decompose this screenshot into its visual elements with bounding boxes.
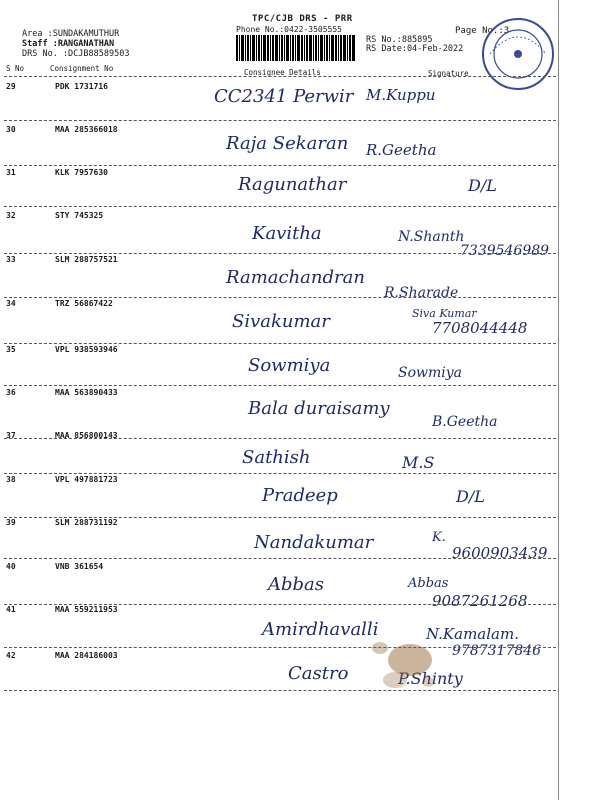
row-phone: 7708044448 <box>432 319 528 337</box>
row-consignment-no: PDK 1731716 <box>55 82 108 91</box>
row-consignee-name: Raja Sekaran <box>226 133 349 154</box>
rs-info <box>366 36 463 54</box>
row-consignee-name: Pradeep <box>262 485 338 506</box>
row-sno: 40 <box>6 562 16 571</box>
document-title: TPC/CJB DRS - PRR <box>252 14 353 24</box>
row-sno: 33 <box>6 255 16 264</box>
area-label: Area :SUNDAKAMUTHUR <box>22 29 120 39</box>
row-consignee-name: Sivakumar <box>232 311 330 332</box>
rs-date: RS Date:04-Feb-2022 <box>366 44 464 54</box>
row-consignee-name: Abbas <box>268 574 325 595</box>
row-phone: 7339546989 <box>460 243 550 259</box>
row-consignment-no: TRZ 56867422 <box>55 299 113 308</box>
row-signature: D/L <box>468 176 497 195</box>
column-header-signature: Signature <box>428 69 469 78</box>
page-number: Page No.:3 <box>455 26 510 36</box>
header-divider <box>4 76 556 77</box>
row-sno: 31 <box>6 168 16 177</box>
row-consignee-name: Ragunathar <box>238 174 347 195</box>
row-signature: N.Kamalam. <box>426 625 519 643</box>
row-consignee-name: Kavitha <box>252 223 322 244</box>
row-signature: B.Geetha <box>432 414 498 430</box>
row-consignment-no: VPL 938593946 <box>55 345 118 354</box>
header-left <box>22 29 129 59</box>
column-header-consignment: Consignment No <box>50 64 114 73</box>
row-sno: 37 <box>6 431 16 440</box>
row-consignment-no: SLM 288757521 <box>55 255 118 264</box>
row-consignment-no: MAA 284186003 <box>55 651 118 660</box>
row-signature: D/L <box>456 487 485 506</box>
row-divider <box>4 558 556 559</box>
row-divider <box>4 473 556 474</box>
column-header-details: Consignee Details <box>244 68 321 77</box>
row-consignment-no: STY 745325 <box>55 211 104 220</box>
barcode <box>236 35 356 61</box>
row-consignee-name: Ramachandran <box>226 267 365 288</box>
row-signature: K. <box>432 530 446 545</box>
row-signature: M.S <box>402 453 435 472</box>
row-phone: 9087261268 <box>432 592 528 610</box>
row-sno: 34 <box>6 299 16 308</box>
row-sno: 30 <box>6 125 16 134</box>
row-consignee-name: CC2341 Perwir <box>214 86 354 107</box>
row-divider <box>4 297 556 298</box>
staff-label: Staff :RANGANATHAN <box>22 39 115 49</box>
rs-number: RS No.:885895 <box>366 35 433 45</box>
row-divider <box>4 206 556 207</box>
row-signature: Abbas <box>408 576 449 591</box>
phone-number: Phone No.:0422-3505555 <box>236 25 342 34</box>
row-consignee-name: Nandakumar <box>254 532 374 553</box>
row-consignee-name: Bala duraisamy <box>248 398 390 419</box>
row-consignment-no: MAA 285366018 <box>55 125 118 134</box>
row-signature: Sowmiya <box>398 365 463 381</box>
row-consignee-name: Amirdhavalli <box>262 619 379 640</box>
drs-number: DRS No. :DCJB88589503 <box>22 49 130 59</box>
row-signature: M.Kuppu <box>366 86 436 104</box>
row-sno: 35 <box>6 345 16 354</box>
row-sno: 39 <box>6 518 16 527</box>
row-signature: R.Sharade <box>384 285 459 301</box>
row-consignee-name: Sathish <box>242 447 311 468</box>
row-consignment-no: MAA 563890433 <box>55 388 118 397</box>
row-divider <box>4 165 556 166</box>
row-consignment-no: MAA 856800143 <box>55 431 118 440</box>
row-signature: Siva Kumar <box>412 307 477 320</box>
row-consignment-no: VPL 497881723 <box>55 475 118 484</box>
row-consignee-name: Sowmiya <box>248 355 331 376</box>
row-sno: 38 <box>6 475 16 484</box>
row-divider <box>4 120 556 121</box>
row-divider <box>4 343 556 344</box>
row-sno: 29 <box>6 82 16 91</box>
row-divider <box>4 647 556 648</box>
row-sno: 36 <box>6 388 16 397</box>
row-consignment-no: MAA 559211953 <box>55 605 118 614</box>
row-sno: 41 <box>6 605 16 614</box>
row-consignment-no: SLM 288731192 <box>55 518 118 527</box>
row-signature: N.Shanth <box>398 229 465 245</box>
company-stamp <box>480 16 556 92</box>
row-consignee-name: Castro <box>288 663 349 684</box>
row-divider <box>4 385 556 386</box>
bottom-divider <box>4 690 556 691</box>
row-consignment-no: VNB 361654 <box>55 562 104 571</box>
row-signature: R.Geetha <box>366 141 437 159</box>
row-sno: 32 <box>6 211 16 220</box>
right-border-line <box>558 0 559 800</box>
row-signature: P.Shinty <box>398 669 463 688</box>
row-consignment-no: KLK 7957630 <box>55 168 108 177</box>
row-divider <box>4 253 556 254</box>
column-header-sno: S No <box>6 64 25 73</box>
row-phone: 9787317846 <box>452 643 542 659</box>
row-phone: 9600903439 <box>452 544 548 562</box>
row-sno: 42 <box>6 651 16 660</box>
